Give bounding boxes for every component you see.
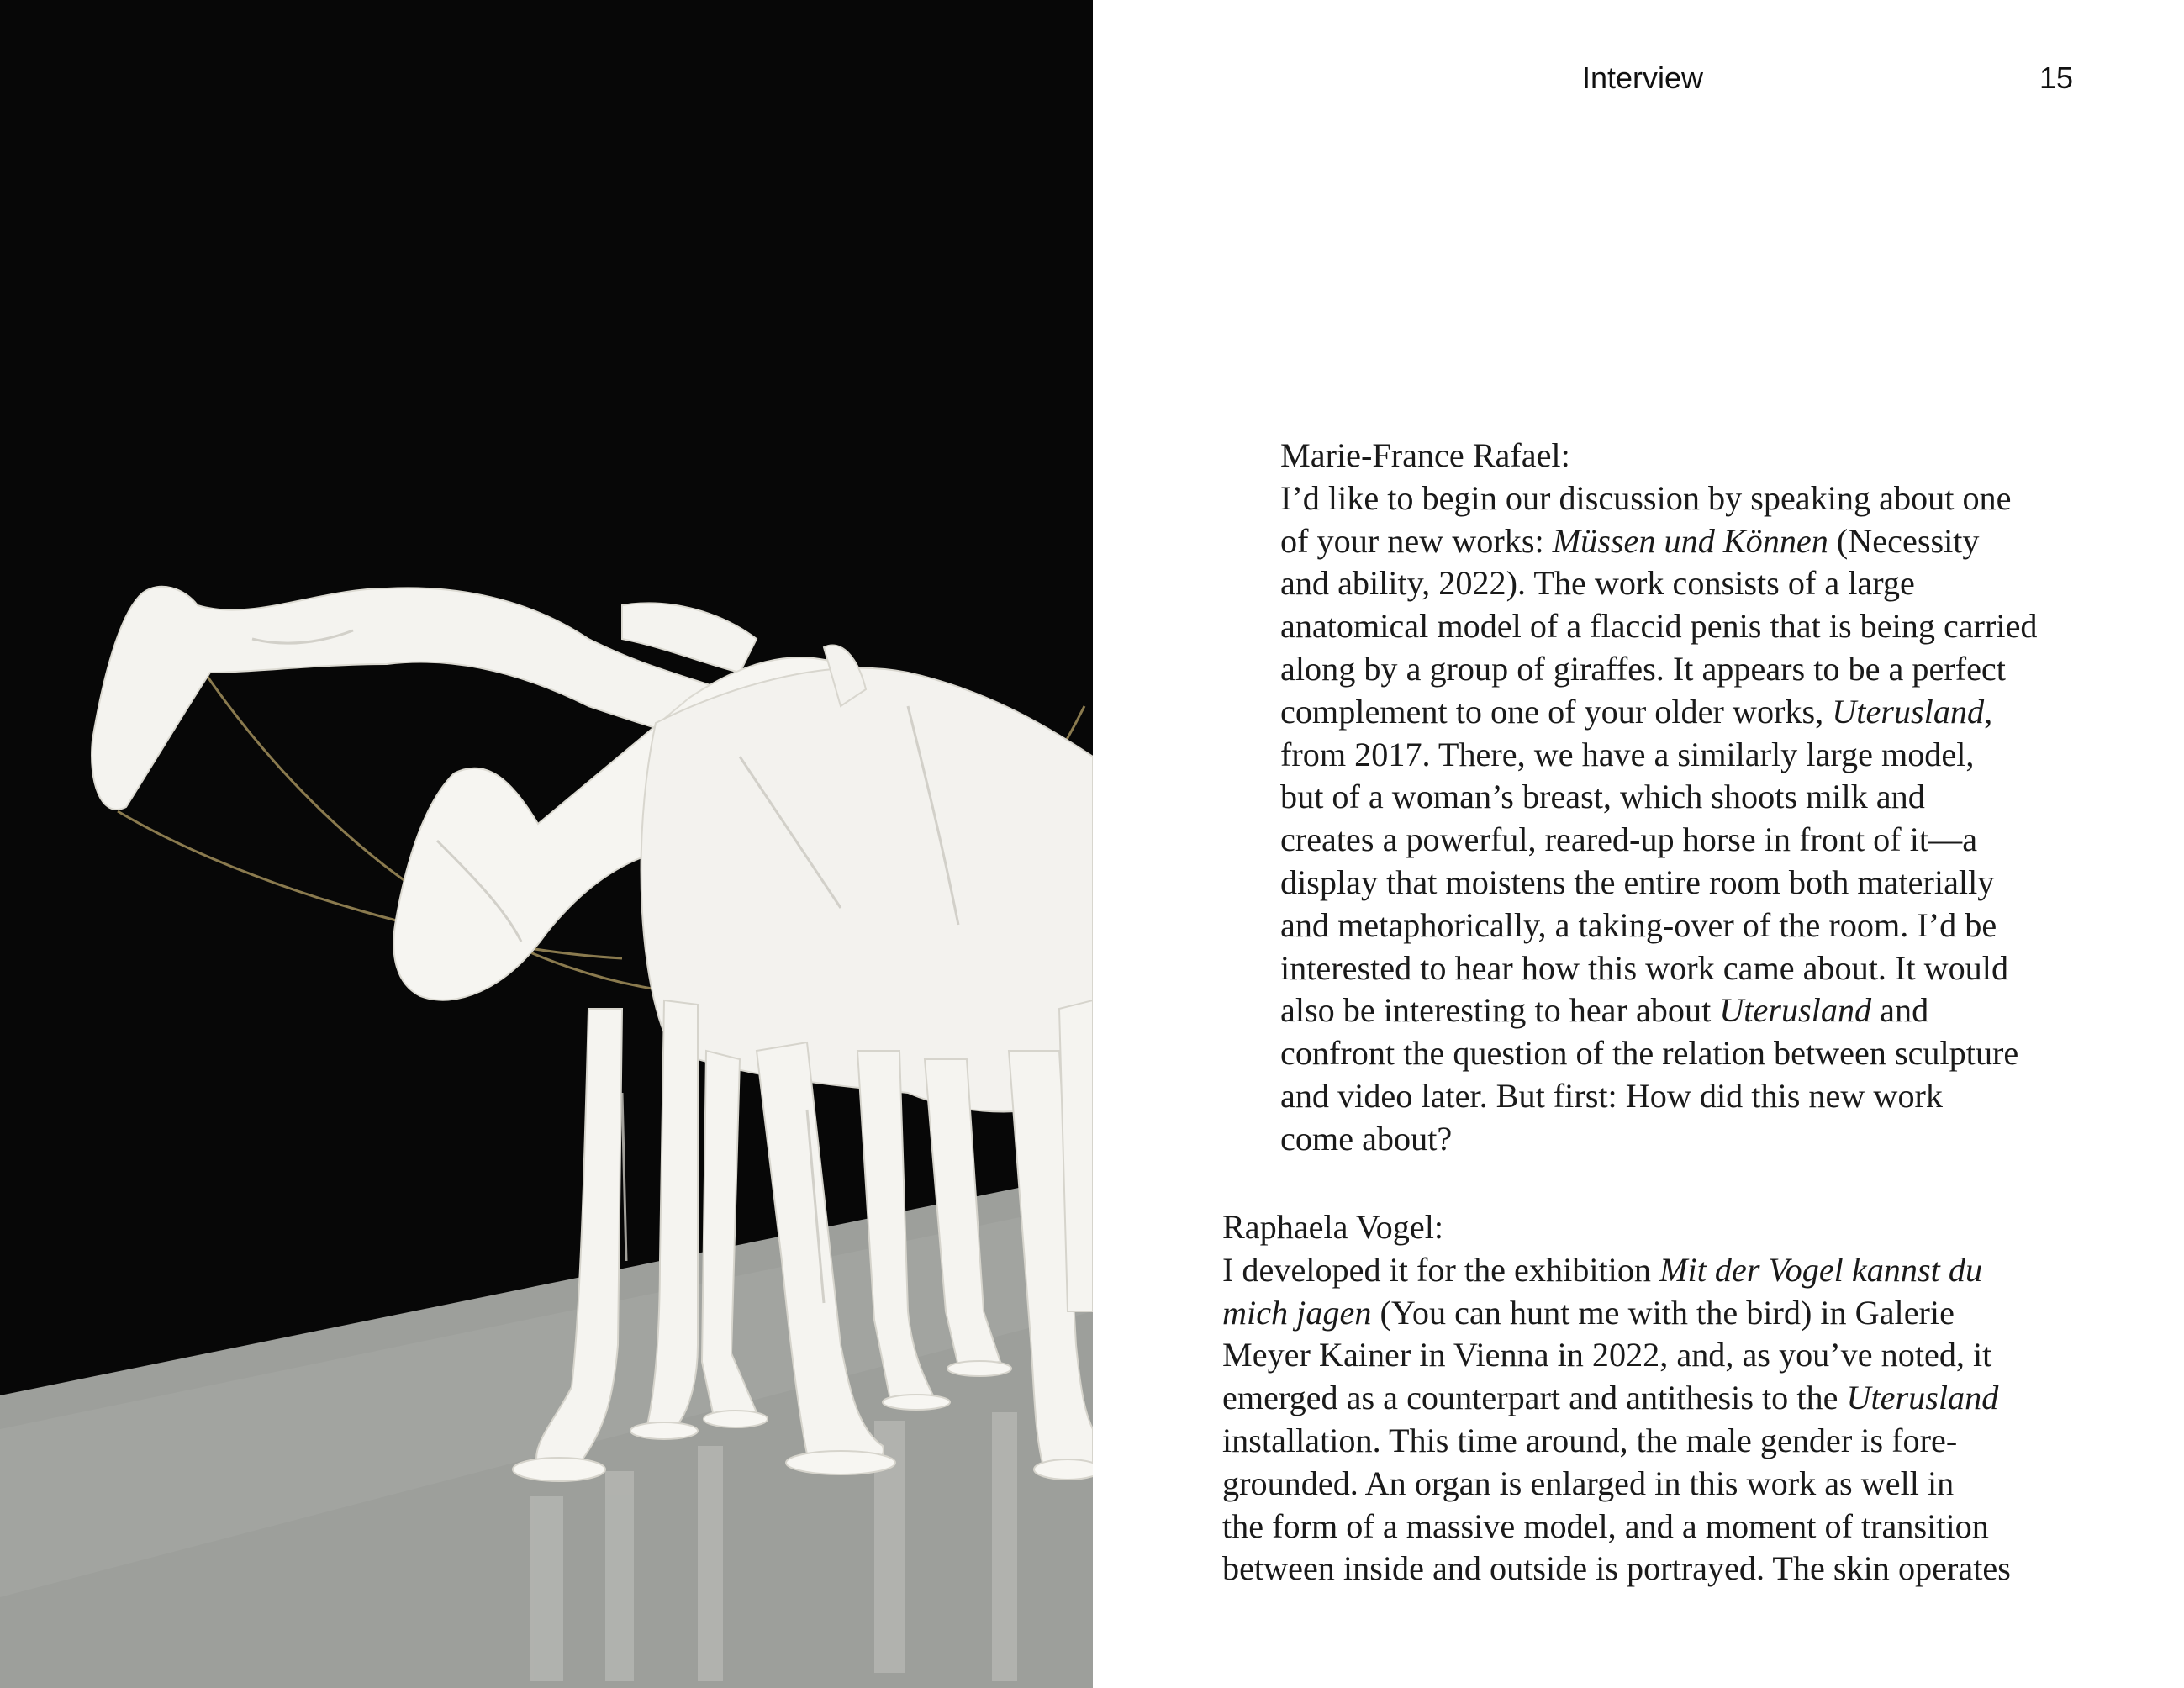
- text-line: [1280, 1032, 2038, 1075]
- italic-title: Müssen und Können: [1552, 521, 1828, 560]
- text-run: also be interesting to hear about: [1280, 991, 1720, 1030]
- speaker-name: Marie-France Rafael:: [1280, 436, 1570, 474]
- text-run: the form of a massive model, and a moment of transition: [1222, 1506, 1989, 1545]
- text-run: along by a group of giraffes. It appears to be a perfect: [1280, 649, 2006, 688]
- text-run: interested to hear how this work came about. It would: [1280, 948, 2009, 987]
- text-run: confront the question of the relation between sculpture: [1280, 1034, 2019, 1073]
- text-run: come about?: [1280, 1119, 1453, 1158]
- text-run: anatomical model of a flaccid penis that is being carried: [1280, 607, 2038, 646]
- text-run: and: [1871, 991, 1929, 1030]
- text-line: [1280, 562, 2038, 605]
- text-run: of your new works:: [1280, 521, 1553, 560]
- text-run: I developed it for the exhibition: [1222, 1250, 1660, 1289]
- text-line: [1280, 648, 2038, 691]
- italic-title: mich jagen: [1222, 1293, 1372, 1332]
- text-run: complement to one of your older works,: [1280, 692, 1833, 731]
- speaker-name: Raphaela Vogel:: [1222, 1208, 1444, 1246]
- text-line: [1280, 862, 2038, 905]
- answer-block: [1222, 1206, 2011, 1590]
- text-run: emerged as a counterpart and antithesis to the: [1222, 1379, 1847, 1417]
- text-run: grounded. An organ is enlarged in this work as well in: [1222, 1464, 1955, 1502]
- italic-title: Uterusland: [1719, 991, 1872, 1030]
- page-number: 15: [2039, 61, 2074, 95]
- italic-title: Mit der Vogel kannst du: [1659, 1250, 1983, 1289]
- text-run: and ability, 2022). The work consists of a large: [1280, 564, 1915, 603]
- text-line: [1280, 734, 2038, 777]
- text-line: [1222, 1463, 2011, 1506]
- text-run: but of a woman’s breast, which shoots milk and: [1280, 778, 1925, 816]
- text-line: [1280, 520, 2038, 563]
- italic-title: Uterusland: [1832, 692, 1985, 731]
- text-run: and metaphorically, a taking-over of the room. I’d be: [1280, 905, 1997, 944]
- text-line: [1280, 1118, 2038, 1161]
- text-run: I’d like to begin our discussion by speaking about one: [1280, 478, 2012, 517]
- text-line: [1222, 1334, 2011, 1377]
- text-line: [1280, 477, 2038, 520]
- italic-title: Uterusland: [1846, 1379, 1999, 1417]
- text-run: and video later. But first: How did this new work: [1280, 1076, 1944, 1115]
- question-text: [1280, 477, 2038, 1161]
- text-run: from 2017. There, we have a similarly large model,: [1280, 735, 1975, 773]
- text-run: (You can hunt me with the bird) in Galerie: [1371, 1293, 1955, 1332]
- running-head-section: Interview: [1582, 61, 1704, 95]
- text-line: [1280, 947, 2038, 990]
- text-line: [1222, 1249, 2011, 1292]
- text-line: [1280, 989, 2038, 1032]
- answer-text: [1222, 1249, 2011, 1590]
- text-line: [1280, 605, 2038, 648]
- text-run: installation. This time around, the male gender is fore-: [1222, 1421, 1958, 1459]
- text-run: display that moistens the entire room both materially: [1280, 862, 1995, 901]
- text-run: Meyer Kainer in Vienna in 2022, and, as you’ve noted, it: [1222, 1336, 1992, 1374]
- text-line: [1222, 1506, 2011, 1548]
- text-line: [1222, 1377, 2011, 1420]
- text-line: [1280, 1075, 2038, 1118]
- text-run: ,: [1984, 692, 1993, 731]
- text-run: creates a powerful, reared-up horse in front of it—a: [1280, 820, 1978, 859]
- text-line: [1222, 1548, 2011, 1590]
- text-line: [1222, 1420, 2011, 1463]
- text-run: (Necessity: [1828, 521, 1980, 560]
- text-line: [1280, 819, 2038, 862]
- text-line: [1280, 776, 2038, 819]
- text-run: between inside and outside is portrayed. The skin operates: [1222, 1549, 2011, 1588]
- text-line: [1280, 905, 2038, 947]
- text-line: [1280, 691, 2038, 734]
- question-block: [1280, 435, 2038, 1161]
- text-line: [1222, 1292, 2011, 1335]
